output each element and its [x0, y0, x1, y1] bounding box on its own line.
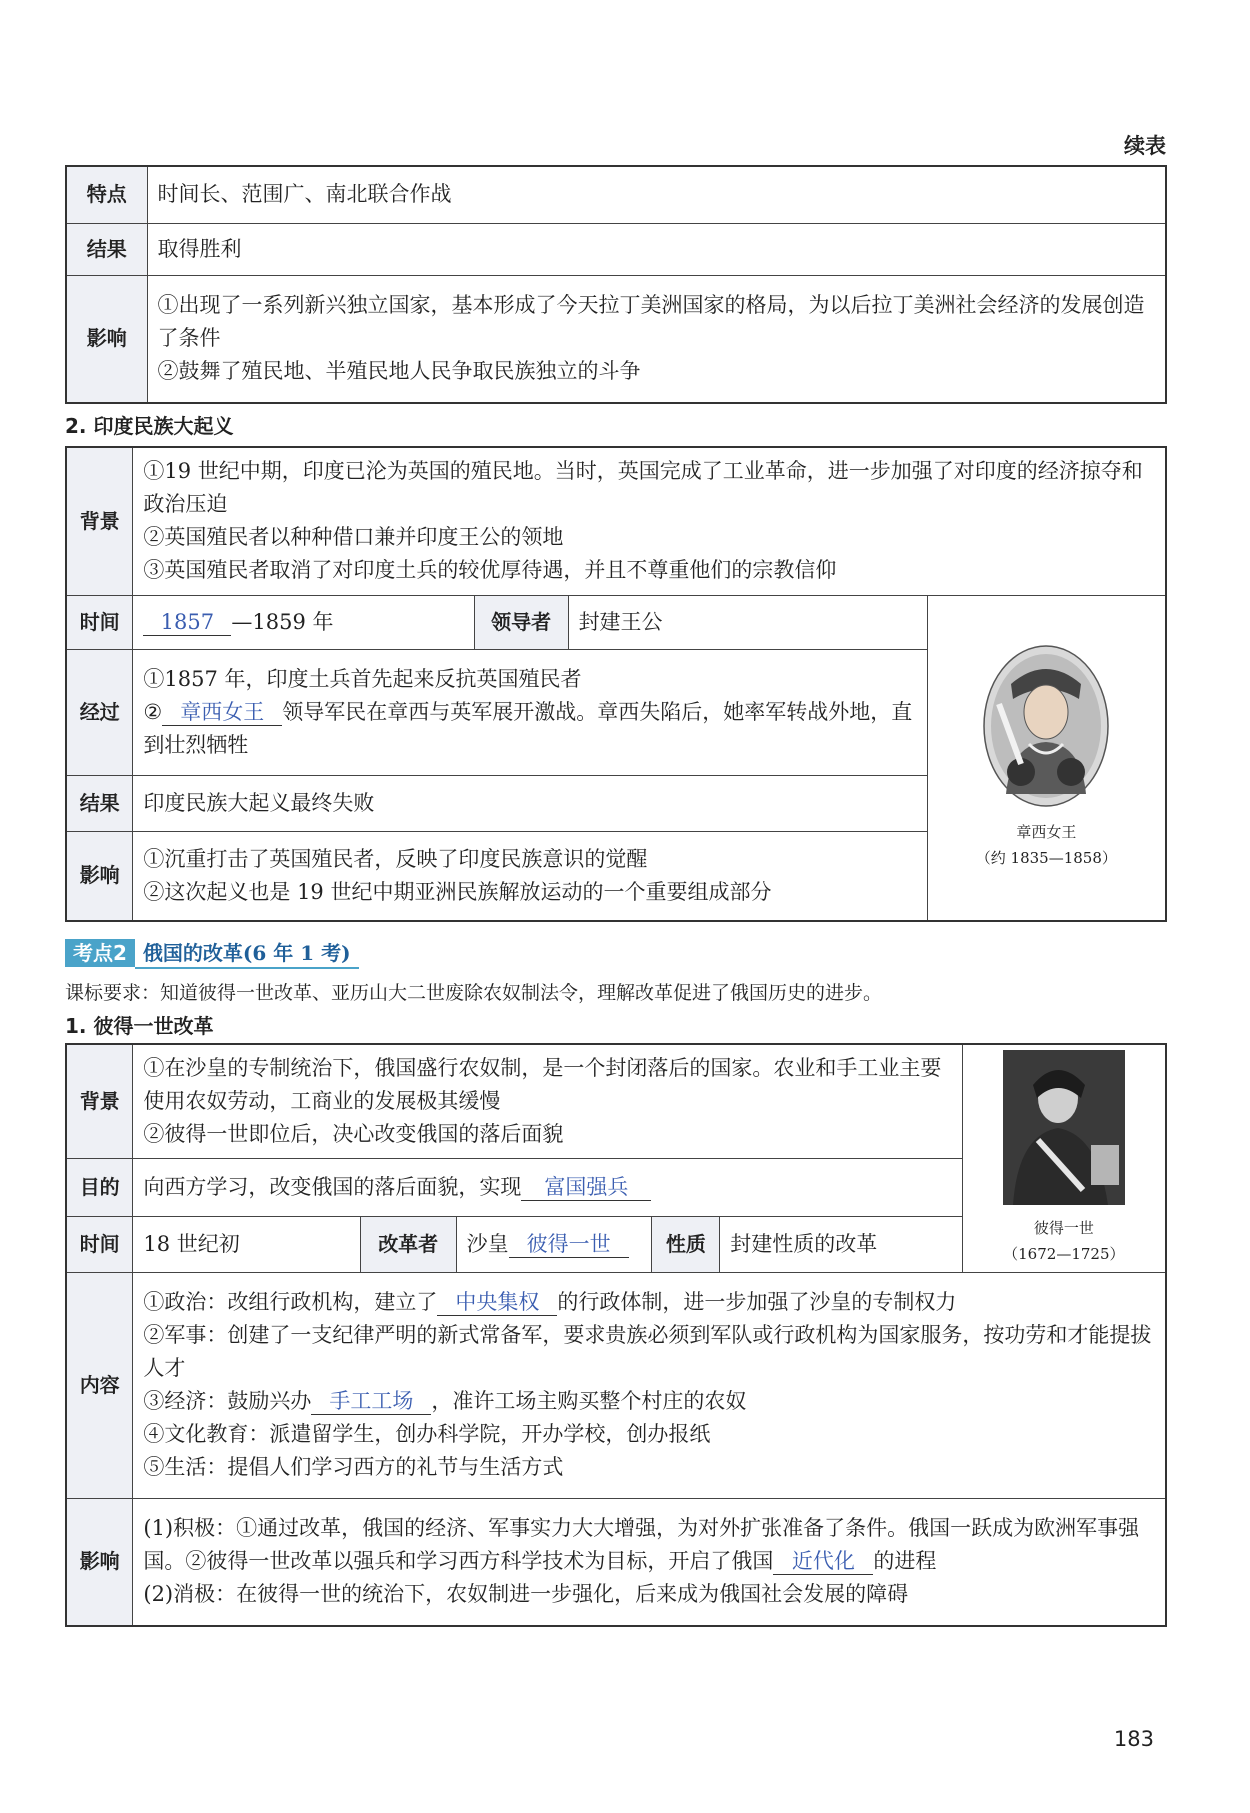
content-line: ①政治：改组行政机构，建立了 中央集权 的行政体制，进一步加强了沙皇的专制权力 — [143, 1290, 957, 1314]
impact-label: 影响 — [66, 831, 133, 921]
nature-text: 封建性质的改革 — [720, 1216, 962, 1272]
content-blank: 中央集权 — [437, 1289, 557, 1316]
purpose-cell: 向西方学习，改变俄国的落后面貌，实现 富国强兵 — [133, 1158, 962, 1216]
result-label: 结果 — [66, 223, 147, 275]
process-line: ①1857 年，印度土兵首先起来反抗英国殖民者 — [143, 666, 582, 691]
background-line: ①19 世纪中期，印度已沦为英国的殖民地。当时，英国完成了工业革命，进一步加强了对印度的经济掠夺和政治压迫 — [143, 459, 1143, 517]
latin-america-table — [65, 165, 1167, 404]
section-title-peter: 1. 彼得一世改革 — [65, 1014, 214, 1038]
india-uprising-table — [65, 446, 1167, 922]
process-label: 经过 — [66, 649, 133, 775]
features-label: 特点 — [66, 166, 147, 223]
time-cell — [133, 595, 474, 649]
curriculum-requirement: 课标要求：知道彼得一世改革、亚历山大二世废除农奴制法令，理解改革促进了俄国历史的进步。 — [65, 982, 883, 1004]
impact-line: ①沉重打击了英国殖民者，反映了印度民族意识的觉醒 — [143, 846, 648, 871]
reformer-blank: 彼得一世 — [509, 1231, 629, 1258]
background-line: ③英国殖民者取消了对印度土兵的较优厚待遇，并且不尊重他们的宗教信仰 — [143, 558, 837, 583]
queen-portrait-image — [981, 644, 1111, 809]
impact-line: (1)积极：①通过改革，俄国的经济、军事实力大大增强，为对外扩张准备了条件。俄国一跃成为欧洲军事强国。②彼得一世改革以强兵和学习西方科学技术为目标，开启了俄国 近代化 的进程 — [143, 1516, 1140, 1574]
background-label: 背景 — [66, 447, 133, 595]
time-label: 时间 — [66, 595, 133, 649]
portrait-caption-years: （1672—1725） — [1003, 1244, 1125, 1263]
impact-line: (2)消极：在彼得一世的统治下，农奴制进一步强化，后来成为俄国社会发展的障碍 — [143, 1582, 909, 1607]
content-line: ④文化教育：派遣留学生，创办科学院，开办学校，创办报纸 — [143, 1422, 711, 1446]
reformer-label: 改革者 — [360, 1216, 456, 1272]
impact-cell — [147, 275, 1166, 403]
impact-cell — [133, 1498, 1166, 1626]
page-number: 183 — [1113, 1727, 1154, 1751]
impact-line: ②这次起义也是 19 世纪中期亚洲民族解放运动的一个重要组成部分 — [143, 879, 772, 904]
portrait-cell — [962, 1044, 1166, 1272]
content-line: ②军事：创建了一支纪律严明的新式常备军，要求贵族必须到军队或行政机构为国家服务，按功劳和才能提拔人才 — [143, 1323, 1152, 1380]
background-cell — [133, 447, 1166, 595]
impact-label: 影响 — [66, 1498, 133, 1626]
peter-reform-table — [65, 1043, 1167, 1627]
time-rest: —1859 年 — [231, 609, 334, 634]
process-line: ② 章西女王 领导军民在章西与英军展开激战。章西失陷后，她率军转战外地，直到壮烈牺牲 — [143, 699, 913, 757]
exam-point-title: 俄国的改革(6 年 1 考) — [135, 939, 359, 969]
time-blank: 1857 — [143, 609, 231, 636]
reformer-cell: 沙皇 彼得一世 — [456, 1216, 652, 1272]
impact-cell — [133, 831, 927, 921]
background-cell — [133, 1044, 962, 1158]
peter-portrait-image — [1003, 1050, 1125, 1205]
exam-point-header — [65, 937, 359, 966]
background-line: ①在沙皇的专制统治下，俄国盛行农奴制，是一个封闭落后的国家。农业和手工业主要使用农奴劳动，工商业的发展极其缓慢 — [143, 1055, 942, 1113]
process-cell — [133, 649, 927, 775]
content-label: 内容 — [66, 1272, 133, 1498]
result-text: 取得胜利 — [147, 223, 1166, 275]
background-line: ②彼得一世即位后，决心改变俄国的落后面貌 — [143, 1121, 564, 1146]
nature-label: 性质 — [652, 1216, 720, 1272]
leader-text: 封建王公 — [568, 595, 927, 649]
content-cell — [133, 1272, 1166, 1498]
portrait-cell — [927, 595, 1166, 921]
impact-line: ②鼓舞了殖民地、半殖民地人民争取民族独立的斗争 — [157, 359, 641, 384]
time-text: 18 世纪初 — [133, 1216, 360, 1272]
impact-blank: 近代化 — [773, 1548, 873, 1575]
result-label: 结果 — [66, 775, 133, 831]
impact-label: 影响 — [66, 275, 147, 403]
portrait-caption-name: 章西女王 — [1016, 823, 1077, 842]
portrait-caption-name: 彼得一世 — [1033, 1218, 1094, 1237]
process-blank: 章西女王 — [162, 699, 282, 726]
impact-line: ①出现了一系列新兴独立国家，基本形成了今天拉丁美洲国家的格局，为以后拉丁美洲社会经济的发展创造了条件 — [157, 293, 1145, 351]
continued-table-label: 续表 — [1124, 134, 1166, 158]
content-line: ⑤生活：提倡人们学习西方的礼节与生活方式 — [143, 1455, 564, 1479]
purpose-blank: 富国强兵 — [521, 1174, 651, 1201]
leader-label: 领导者 — [474, 595, 568, 649]
portrait-caption-years: （约 1835—1858） — [975, 849, 1117, 868]
purpose-label: 目的 — [66, 1158, 133, 1216]
time-label: 时间 — [66, 1216, 133, 1272]
features-text: 时间长、范围广、南北联合作战 — [147, 166, 1166, 223]
section-title-india: 2. 印度民族大起义 — [65, 414, 234, 438]
background-label: 背景 — [66, 1044, 133, 1158]
result-text: 印度民族大起义最终失败 — [133, 775, 927, 831]
content-line: ③经济：鼓励兴办 手工工场 ，准许工场主购买整个村庄的农奴 — [143, 1389, 747, 1413]
background-line: ②英国殖民者以种种借口兼并印度王公的领地 — [143, 525, 564, 550]
content-blank: 手工工场 — [311, 1388, 431, 1415]
exam-point-badge: 考点2 — [65, 939, 135, 967]
